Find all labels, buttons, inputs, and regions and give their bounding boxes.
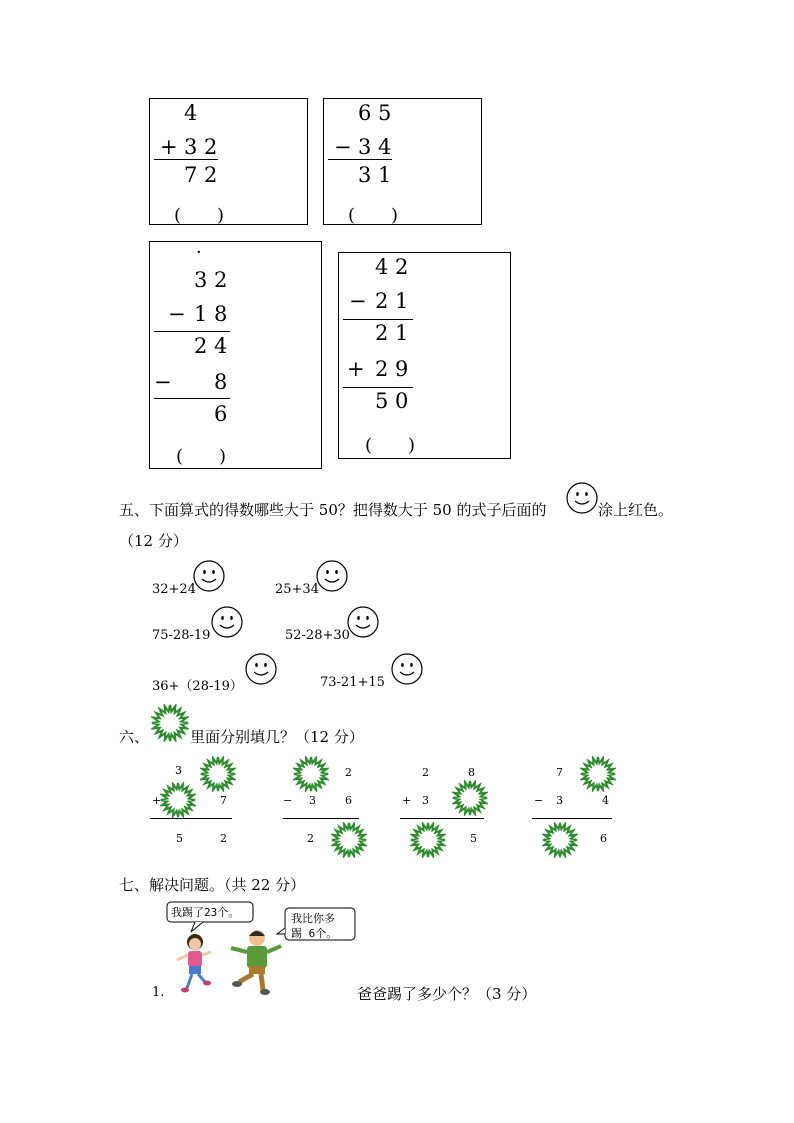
p3-a2: 8 bbox=[468, 766, 475, 779]
box4-answer-paren[interactable]: ( ) bbox=[365, 435, 416, 456]
p4-b2: 4 bbox=[602, 794, 609, 807]
vertical-calc-box-1 bbox=[149, 98, 308, 225]
p3-op: + bbox=[402, 794, 412, 807]
p2-a: 2 bbox=[345, 766, 352, 779]
green-starburst-icon[interactable] bbox=[580, 756, 616, 792]
expr-1: 32+24 bbox=[152, 582, 196, 597]
expr-6: 73-21+15 bbox=[320, 675, 385, 690]
p1-r2: 2 bbox=[220, 832, 227, 845]
box2-answer-paren[interactable]: ( ) bbox=[348, 205, 399, 226]
box4-row4: 2 9 bbox=[375, 357, 409, 381]
box3-row4: 8 bbox=[214, 370, 228, 394]
q1-text: 爸爸踢了多少个？（3 分） bbox=[357, 985, 537, 1003]
girl-speech-text: 我踢了23个。 bbox=[171, 906, 240, 919]
p2-b2: 6 bbox=[345, 794, 352, 807]
fill-puzzle-2 bbox=[283, 756, 373, 866]
dad-speech-line1: 我比你多 bbox=[291, 912, 335, 925]
expr-2: 25+34 bbox=[275, 582, 319, 597]
p4-r2: 6 bbox=[600, 832, 607, 845]
green-starburst-icon[interactable] bbox=[542, 822, 578, 858]
green-starburst-icon[interactable] bbox=[160, 782, 196, 818]
p1-op: + bbox=[152, 794, 162, 807]
box3-top: 3 2 bbox=[194, 268, 228, 292]
box3-row2: 1 8 bbox=[194, 302, 228, 326]
section6-heading-suffix: 里面分别填几？（12 分） bbox=[190, 728, 364, 746]
box2-row2: 3 4 bbox=[358, 135, 392, 159]
smiley-face-icon[interactable] bbox=[193, 560, 225, 592]
green-starburst-icon[interactable] bbox=[452, 780, 488, 816]
p4-a: 7 bbox=[556, 766, 563, 779]
box4-result: 5 0 bbox=[375, 389, 409, 413]
section5-heading: 五、下面算式的得数哪些大于 50？把得数大于 50 的式子后面的 bbox=[119, 501, 547, 519]
box4-row2: 2 1 bbox=[375, 289, 409, 313]
green-starburst-icon bbox=[151, 704, 189, 742]
p1-r1: 5 bbox=[176, 832, 183, 845]
fill-puzzle-1 bbox=[150, 756, 240, 856]
green-starburst-icon[interactable] bbox=[410, 822, 446, 858]
smiley-face-icon bbox=[566, 482, 598, 514]
box2-top: 6 5 bbox=[358, 101, 392, 125]
box2-op: − bbox=[334, 135, 352, 159]
smiley-face-icon[interactable] bbox=[347, 606, 379, 638]
box4-mid: 2 1 bbox=[375, 321, 409, 345]
box3-result: 6 bbox=[214, 402, 228, 426]
box1-answer-paren[interactable]: ( ) bbox=[174, 205, 225, 226]
p1-a: 3 bbox=[175, 764, 182, 777]
vertical-calc-box-2 bbox=[323, 98, 482, 225]
box1-row2: 3 2 bbox=[184, 135, 218, 159]
box4-op2: + bbox=[347, 357, 365, 381]
smiley-face-icon[interactable] bbox=[245, 653, 277, 685]
section6-heading-prefix: 六、 bbox=[119, 728, 150, 746]
kick-illustration bbox=[165, 898, 357, 996]
green-starburst-icon[interactable] bbox=[293, 756, 329, 792]
smiley-face-icon[interactable] bbox=[316, 560, 348, 592]
expr-3: 75-28-19 bbox=[152, 628, 211, 643]
section5-score: （12 分） bbox=[119, 532, 188, 550]
dad-speech-line2: 踢 6个。 bbox=[291, 927, 338, 940]
smiley-face-icon[interactable] bbox=[211, 606, 243, 638]
box4-op1: − bbox=[349, 289, 367, 313]
expr-4: 52-28+30 bbox=[285, 628, 350, 643]
p3-a: 2 bbox=[422, 766, 429, 779]
box3-mid: 2 4 bbox=[194, 334, 228, 358]
smiley-face-icon[interactable] bbox=[391, 653, 423, 685]
expr-5: 36+（28-19） bbox=[152, 679, 243, 694]
p3-b: 3 bbox=[422, 794, 429, 807]
p2-b1: 3 bbox=[309, 794, 316, 807]
box4-top: 4 2 bbox=[375, 255, 409, 279]
box3-op1: − bbox=[168, 302, 186, 326]
vertical-calc-box-4 bbox=[338, 252, 511, 459]
p3-r2: 5 bbox=[470, 832, 477, 845]
vertical-calc-box-3 bbox=[149, 241, 322, 469]
green-starburst-icon[interactable] bbox=[331, 822, 367, 858]
fill-puzzle-3 bbox=[400, 756, 495, 866]
box1-top: 4 bbox=[184, 101, 198, 125]
p4-b: 3 bbox=[556, 794, 563, 807]
p1-b: 7 bbox=[220, 794, 227, 807]
box1-result: 7 2 bbox=[184, 163, 218, 187]
section5-heading-tail: 涂上红色。 bbox=[598, 501, 674, 519]
p2-r1: 2 bbox=[307, 832, 314, 845]
green-starburst-icon[interactable] bbox=[200, 756, 236, 792]
box1-op: + bbox=[160, 135, 178, 159]
p2-op: − bbox=[283, 794, 293, 807]
p4-op: − bbox=[534, 794, 544, 807]
fill-puzzle-4 bbox=[532, 756, 622, 866]
box3-carry-dot: · bbox=[196, 242, 202, 263]
box3-answer-paren[interactable]: ( ) bbox=[176, 446, 227, 467]
section7-heading: 七、解决问题。（共 22 分） bbox=[119, 876, 306, 894]
q1-number: 1. bbox=[152, 985, 165, 1000]
box3-op2: − bbox=[154, 370, 172, 394]
box2-result: 3 1 bbox=[358, 163, 392, 187]
